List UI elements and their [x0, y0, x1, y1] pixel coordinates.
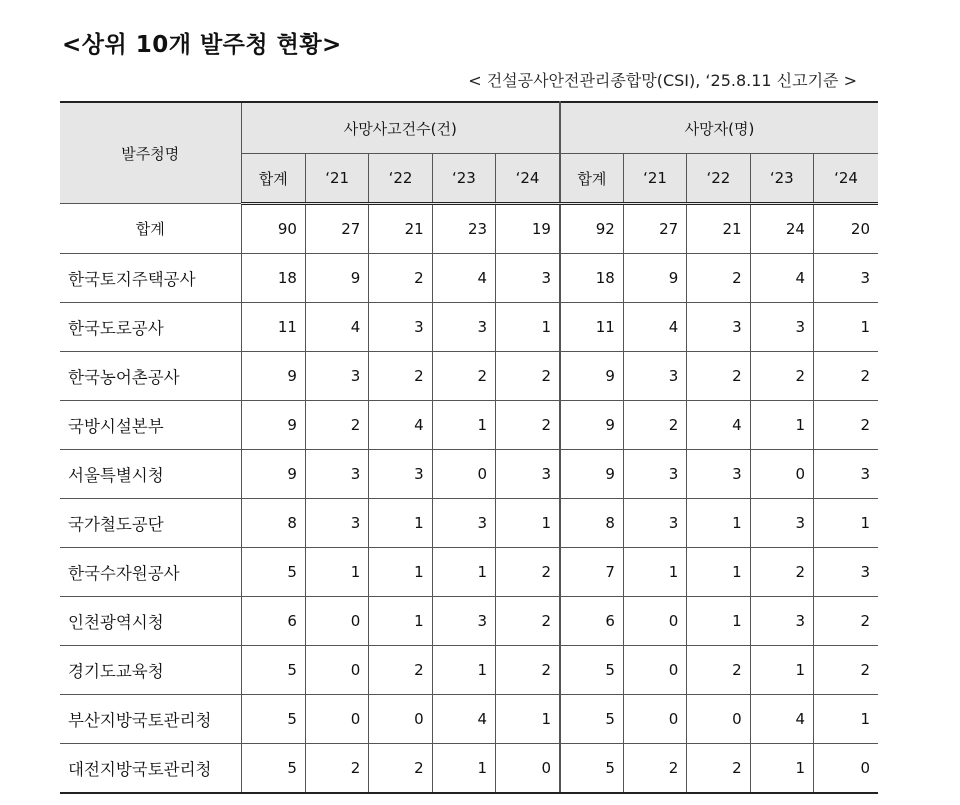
accidents-22-cell: 1	[369, 499, 432, 548]
deaths-24-cell: 2	[813, 597, 878, 646]
accidents-21-cell: 27	[305, 204, 368, 254]
deaths-total-cell: 9	[560, 450, 623, 499]
accidents-22-cell: 2	[369, 744, 432, 794]
deaths-22-cell: 4	[687, 401, 750, 450]
deaths-21-cell: 4	[623, 303, 686, 352]
accidents-total-cell: 9	[241, 450, 305, 499]
deaths-total-cell: 5	[560, 744, 623, 794]
accidents-22-cell: 1	[369, 597, 432, 646]
deaths-21-cell: 27	[623, 204, 686, 254]
accidents-total-cell: 5	[241, 548, 305, 597]
deaths-total-cell: 6	[560, 597, 623, 646]
accidents-24-cell: 2	[496, 548, 560, 597]
accidents-21-cell: 1	[305, 548, 368, 597]
table-row	[60, 254, 878, 303]
table-row	[60, 204, 878, 254]
subheader-deaths-22: ‘22	[687, 154, 750, 204]
subheader-accidents-21: ‘21	[305, 154, 368, 204]
accidents-24-cell: 2	[496, 646, 560, 695]
deaths-total-cell: 8	[560, 499, 623, 548]
deaths-total-cell: 7	[560, 548, 623, 597]
accidents-23-cell: 4	[432, 254, 495, 303]
accidents-23-cell: 1	[432, 401, 495, 450]
deaths-total-cell: 11	[560, 303, 623, 352]
deaths-21-cell: 0	[623, 695, 686, 744]
deaths-total-cell: 5	[560, 695, 623, 744]
accidents-23-cell: 3	[432, 499, 495, 548]
deaths-22-cell: 2	[687, 744, 750, 794]
deaths-22-cell: 3	[687, 303, 750, 352]
table-row	[60, 548, 878, 597]
subheader-deaths-24: ‘24	[813, 154, 878, 204]
accidents-21-cell: 3	[305, 499, 368, 548]
deaths-24-cell: 1	[813, 303, 878, 352]
deaths-23-cell: 1	[750, 646, 813, 695]
accidents-21-cell: 2	[305, 744, 368, 794]
deaths-24-cell: 3	[813, 548, 878, 597]
accidents-24-cell: 19	[496, 204, 560, 254]
accidents-23-cell: 23	[432, 204, 495, 254]
accidents-24-cell: 1	[496, 499, 560, 548]
client-name-cell: 인천광역시청	[60, 597, 241, 646]
accidents-total-cell: 18	[241, 254, 305, 303]
table-row	[60, 401, 878, 450]
subheader-accidents-total: 합계	[241, 154, 305, 204]
deaths-22-cell: 21	[687, 204, 750, 254]
deaths-total-cell: 9	[560, 401, 623, 450]
deaths-22-cell: 2	[687, 352, 750, 401]
accidents-24-cell: 2	[496, 597, 560, 646]
accidents-21-cell: 0	[305, 597, 368, 646]
deaths-total-cell: 9	[560, 352, 623, 401]
accidents-23-cell: 1	[432, 744, 495, 794]
subheader-deaths-23: ‘23	[750, 154, 813, 204]
deaths-21-cell: 1	[623, 548, 686, 597]
accidents-21-cell: 2	[305, 401, 368, 450]
header-group-accidents: 사망사고건수(건)	[241, 102, 560, 154]
deaths-24-cell: 3	[813, 254, 878, 303]
client-name-cell: 한국수자원공사	[60, 548, 241, 597]
deaths-total-cell: 18	[560, 254, 623, 303]
accidents-22-cell: 21	[369, 204, 432, 254]
accidents-21-cell: 3	[305, 352, 368, 401]
table-row	[60, 450, 878, 499]
accidents-total-cell: 5	[241, 744, 305, 794]
accidents-23-cell: 2	[432, 352, 495, 401]
subheader-deaths-total: 합계	[560, 154, 623, 204]
deaths-22-cell: 1	[687, 597, 750, 646]
client-name-cell: 국가철도공단	[60, 499, 241, 548]
accidents-24-cell: 2	[496, 401, 560, 450]
deaths-21-cell: 0	[623, 597, 686, 646]
deaths-24-cell: 1	[813, 499, 878, 548]
accidents-total-cell: 8	[241, 499, 305, 548]
deaths-22-cell: 2	[687, 646, 750, 695]
deaths-24-cell: 3	[813, 450, 878, 499]
deaths-24-cell: 1	[813, 695, 878, 744]
accidents-22-cell: 3	[369, 450, 432, 499]
accidents-23-cell: 1	[432, 548, 495, 597]
accidents-23-cell: 0	[432, 450, 495, 499]
accidents-22-cell: 2	[369, 254, 432, 303]
accidents-total-cell: 5	[241, 695, 305, 744]
deaths-22-cell: 2	[687, 254, 750, 303]
accidents-21-cell: 0	[305, 646, 368, 695]
accidents-total-cell: 6	[241, 597, 305, 646]
subheader-accidents-22: ‘22	[369, 154, 432, 204]
header-client-name: 발주청명	[60, 102, 241, 204]
client-name-cell: 부산지방국토관리청	[60, 695, 241, 744]
accidents-22-cell: 2	[369, 646, 432, 695]
accidents-21-cell: 4	[305, 303, 368, 352]
accidents-21-cell: 3	[305, 450, 368, 499]
deaths-23-cell: 2	[750, 352, 813, 401]
deaths-22-cell: 0	[687, 695, 750, 744]
deaths-23-cell: 3	[750, 597, 813, 646]
deaths-23-cell: 2	[750, 548, 813, 597]
page-title: <상위 10개 발주청 현황>	[62, 32, 342, 58]
deaths-24-cell: 0	[813, 744, 878, 794]
deaths-23-cell: 4	[750, 254, 813, 303]
table-row	[60, 597, 878, 646]
deaths-24-cell: 2	[813, 401, 878, 450]
deaths-21-cell: 2	[623, 401, 686, 450]
table-row	[60, 695, 878, 744]
client-name-cell: 한국도로공사	[60, 303, 241, 352]
client-name-cell: 합계	[60, 204, 241, 254]
accidents-24-cell: 0	[496, 744, 560, 794]
table-row	[60, 499, 878, 548]
deaths-22-cell: 3	[687, 450, 750, 499]
client-name-cell: 국방시설본부	[60, 401, 241, 450]
deaths-24-cell: 2	[813, 646, 878, 695]
deaths-23-cell: 0	[750, 450, 813, 499]
deaths-23-cell: 3	[750, 499, 813, 548]
accidents-24-cell: 2	[496, 352, 560, 401]
table-row	[60, 646, 878, 695]
deaths-21-cell: 2	[623, 744, 686, 794]
client-name-cell: 대전지방국토관리청	[60, 744, 241, 794]
subheader-deaths-21: ‘21	[623, 154, 686, 204]
subheader-accidents-24: ‘24	[496, 154, 560, 204]
accidents-22-cell: 0	[369, 695, 432, 744]
deaths-21-cell: 9	[623, 254, 686, 303]
subheader-accidents-23: ‘23	[432, 154, 495, 204]
client-name-cell: 경기도교육청	[60, 646, 241, 695]
deaths-total-cell: 5	[560, 646, 623, 695]
accidents-22-cell: 1	[369, 548, 432, 597]
deaths-22-cell: 1	[687, 548, 750, 597]
accidents-total-cell: 5	[241, 646, 305, 695]
deaths-23-cell: 1	[750, 744, 813, 794]
accidents-21-cell: 0	[305, 695, 368, 744]
accidents-total-cell: 9	[241, 401, 305, 450]
client-table	[60, 101, 878, 794]
deaths-24-cell: 20	[813, 204, 878, 254]
client-name-cell: 한국토지주택공사	[60, 254, 241, 303]
source-note: < 건설공사안전관리종합망(CSI), ‘25.8.11 신고기준 >	[468, 71, 857, 90]
deaths-total-cell: 92	[560, 204, 623, 254]
accidents-23-cell: 1	[432, 646, 495, 695]
client-name-cell: 한국농어촌공사	[60, 352, 241, 401]
deaths-23-cell: 24	[750, 204, 813, 254]
deaths-23-cell: 4	[750, 695, 813, 744]
client-name-cell: 서울특별시청	[60, 450, 241, 499]
table-row	[60, 352, 878, 401]
accidents-24-cell: 1	[496, 695, 560, 744]
accidents-22-cell: 3	[369, 303, 432, 352]
accidents-total-cell: 11	[241, 303, 305, 352]
deaths-24-cell: 2	[813, 352, 878, 401]
deaths-21-cell: 3	[623, 450, 686, 499]
accidents-23-cell: 3	[432, 303, 495, 352]
table-row	[60, 744, 878, 794]
accidents-24-cell: 3	[496, 254, 560, 303]
deaths-23-cell: 1	[750, 401, 813, 450]
table-row	[60, 303, 878, 352]
accidents-22-cell: 2	[369, 352, 432, 401]
accidents-23-cell: 3	[432, 597, 495, 646]
deaths-23-cell: 3	[750, 303, 813, 352]
accidents-21-cell: 9	[305, 254, 368, 303]
accidents-24-cell: 1	[496, 303, 560, 352]
accidents-total-cell: 90	[241, 204, 305, 254]
accidents-22-cell: 4	[369, 401, 432, 450]
deaths-21-cell: 3	[623, 352, 686, 401]
deaths-21-cell: 3	[623, 499, 686, 548]
deaths-21-cell: 0	[623, 646, 686, 695]
deaths-22-cell: 1	[687, 499, 750, 548]
header-group-deaths: 사망자(명)	[560, 102, 878, 154]
accidents-23-cell: 4	[432, 695, 495, 744]
accidents-24-cell: 3	[496, 450, 560, 499]
accidents-total-cell: 9	[241, 352, 305, 401]
